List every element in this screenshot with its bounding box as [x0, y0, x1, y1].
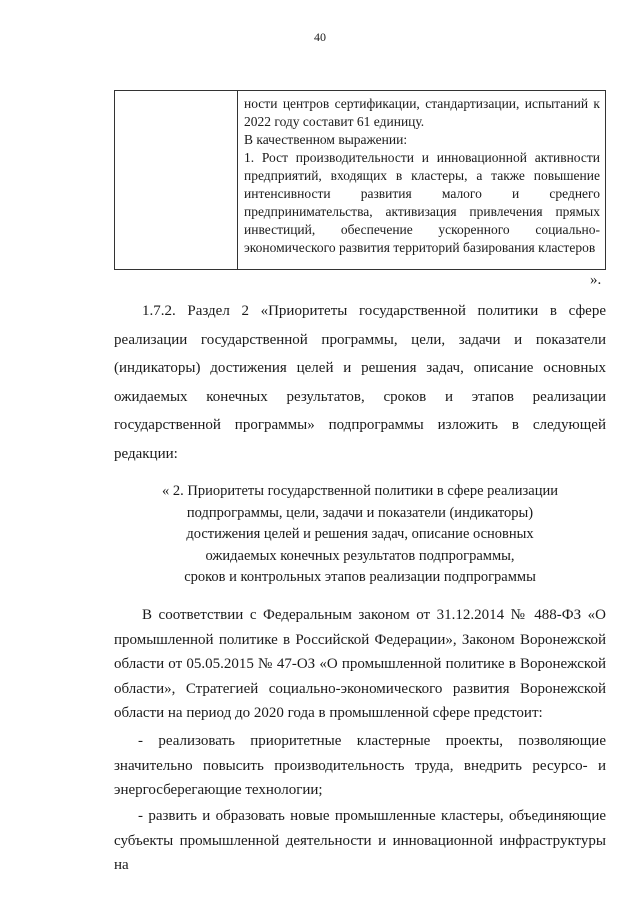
table-cell-results	[244, 95, 600, 257]
heading-line: ожидаемых конечных результатов подпрограммы,	[205, 547, 515, 564]
cell-paragraph: 1. Рост производительности и инновационной активности предприятий, входящих в кластеры, а также повышение интенсивности развития малого и среднего предпринимательства, активизация привлечения прямых инвестиций, обеспечение ускоренного социально-экономического развития территорий базирования кластеров	[244, 150, 600, 255]
continuation-table	[114, 90, 606, 270]
page-number: 40	[314, 30, 326, 44]
heading-line: достижения целей и решения задач, описание основных	[186, 526, 534, 542]
body-paragraph: - развить и образовать новые промышленные кластеры, объединяющие субъекты промышленной деятельности и инновационной инфраструктуры на	[114, 808, 606, 873]
section-heading	[114, 481, 606, 589]
closing-quote: ».	[590, 272, 602, 288]
table-column-divider	[237, 91, 238, 269]
cell-paragraph: В качественном выражении:	[244, 132, 408, 147]
section-paragraph: 1.7.2. Раздел 2 «Приоритеты государственной политики в сфере реализации государственной программы, цели, задачи и показатели (индикаторы) достижения целей и решения задач, описание основных ожидаемых конечных результатов, сроков и этапов реализации государственной программы» подпрограммы изложить в следующей редакции:	[114, 303, 606, 462]
heading-line: сроков и контрольных этапов реализации подпрограммы	[184, 569, 536, 585]
body-paragraph: В соответствии с Федеральным законом от 31.12.2014 № 488-ФЗ «О промышленной политике в Российской Федерации», Законом Воронежской области от 05.05.2015 № 47-ОЗ «О промышленной политике в Воронежской области», Стратегией социально-экономического развития Воронежской области на период до 2020 года в промышленной сфере предстоит:	[114, 607, 606, 721]
heading-line: « 2. Приоритеты государственной политики в сфере реализации	[162, 483, 558, 499]
cell-paragraph: ности центров сертификации, стандартизации, испытаний к 2022 году составит 61 единицу.	[244, 96, 600, 129]
body-paragraph: - реализовать приоритетные кластерные проекты, позволяющие значительно повысить производительность труда, внедрить ресурсо- и энергосберегающие технологии;	[114, 733, 606, 798]
heading-line: подпрограммы, цели, задачи и показатели (индикаторы)	[186, 504, 534, 521]
